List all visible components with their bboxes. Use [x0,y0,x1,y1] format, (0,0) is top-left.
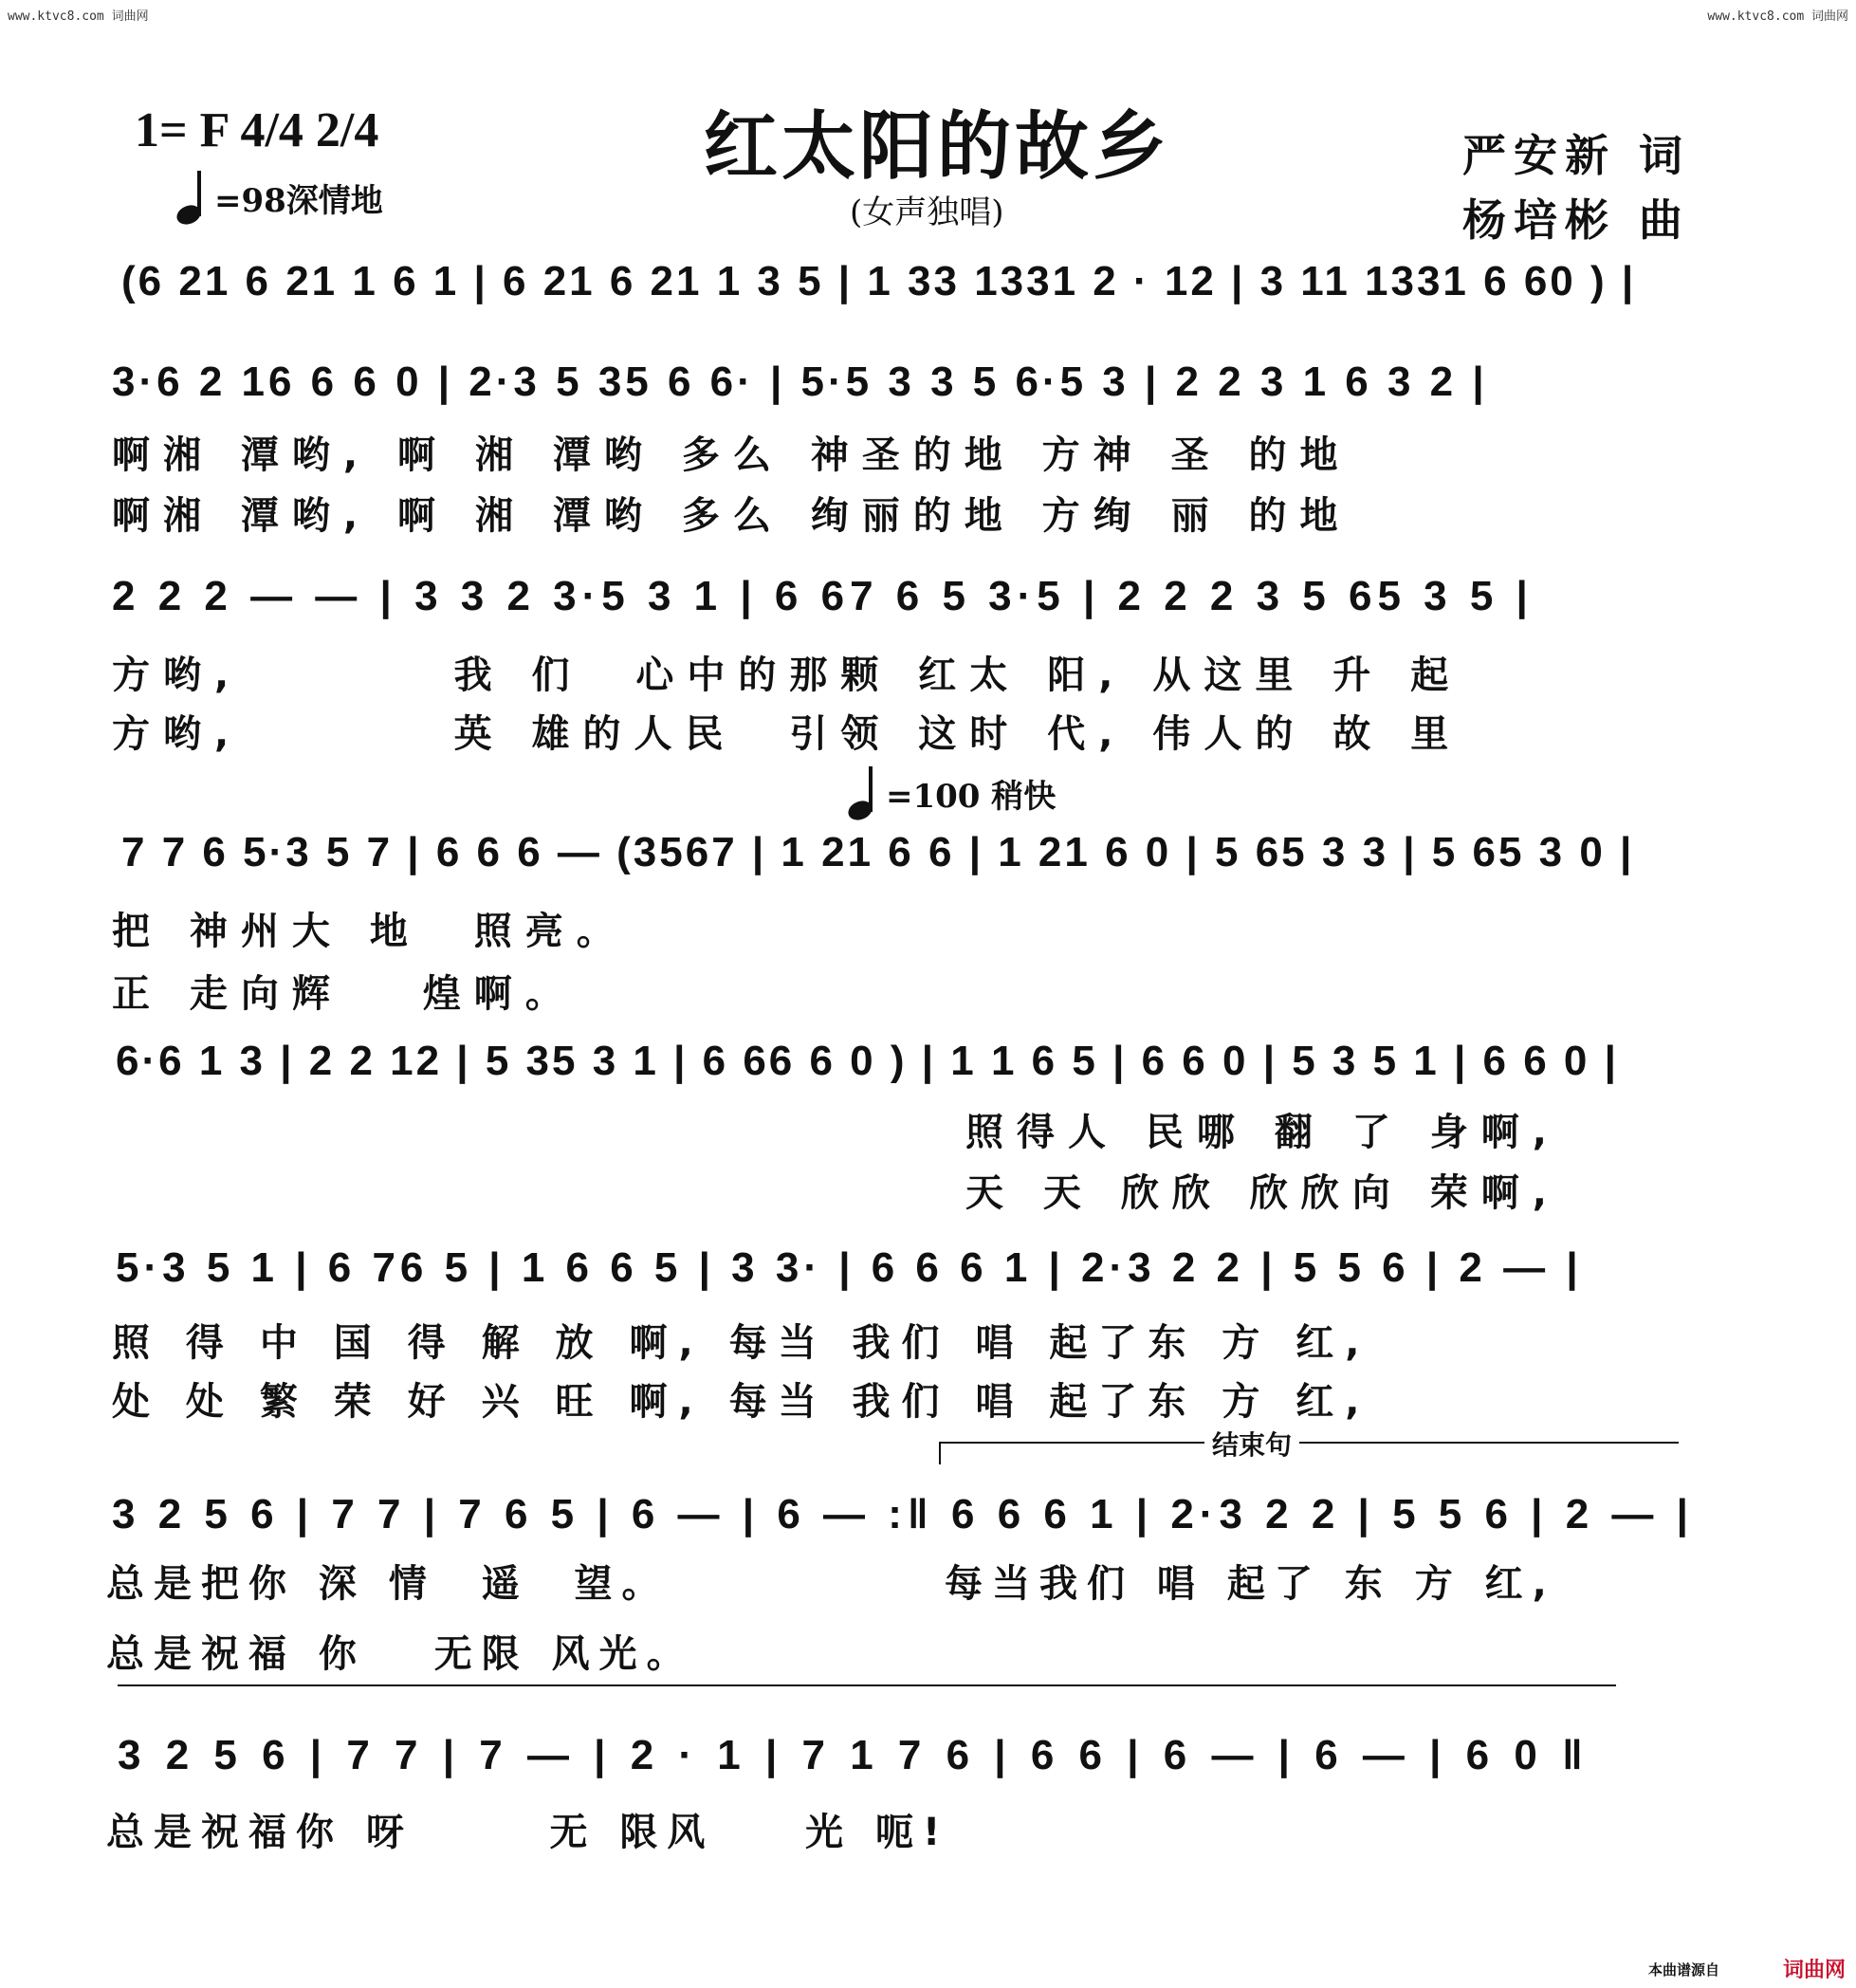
key-signature: 1= F 4/4 2/4 [135,103,379,157]
score-line-7: 3 2 5 6 | 7 7 | 7 6 5 | 6 — | 6 — :‖ 6 6 6 1 | 2·3 2 2 | 5 5 6 | 2 — | [112,1491,1694,1537]
footer-source: 本曲谱源自 [1648,1961,1720,1979]
lyricist-credit: 严安新 词 [1462,130,1691,181]
lyric-line-7-verse-2: 总是祝福 你 无限 风光。 [106,1632,694,1676]
score-line-3: 2 2 2 — — | 3 3 2 3·5 3 1 | 6 67 6 5 3·5 | 2 2 2 3 5 65 3 5 | [112,573,1534,619]
lyric-line-5-verse-2: 天 天 欣欣 欣欣向 荣啊, [965,1171,1560,1215]
site-url-right: www.ktvc8.com 词曲网 [1707,9,1848,24]
score-line-2: 3·6 2 16 6 6 0 | 2·3 5 35 6 6· | 5·5 3 3 5 6·5 3 | 2 2 3 1 6 3 2 | [112,359,1488,405]
page-title: 红太阳的故乡 [704,103,1171,190]
score-line-8: 3 2 5 6 | 7 7 | 7 — | 2 · 1 | 7 1 7 6 | 6 6 | 6 — | 6 — | 6 0 ‖ [118,1732,1590,1778]
lyric-line-6-verse-2: 处 处 繁 荣 好 兴 旺 啊, 每当 我们 唱 起了东 方 红, [112,1380,1371,1424]
lyric-line-4-verse-1: 把 神州大 地 照亮。 [112,910,628,953]
footer-brand: 词曲网 [1783,1959,1847,1982]
lyric-line-8-verse-1: 总是祝福你 呀 无 限风 光 呃! [106,1811,950,1854]
ending-bracket-left [939,1442,941,1464]
composer-credit: 杨培彬 曲 [1462,194,1691,246]
lyric-line-4-verse-2: 正 走向辉 煌啊。 [112,972,577,1016]
lyric-line-3-verse-2: 方哟, 英 雄的人民 引领 这时 代, 伟人的 故 里 [112,712,1462,756]
quarter-note-icon [176,171,209,224]
lyric-line-2-verse-1: 啊湘 潭哟, 啊 湘 潭哟 多么 神圣的地 方神 圣 的地 [112,433,1351,477]
score-line-5: 6·6 1 3 | 2 2 12 | 5 35 3 1 | 6 66 6 0 ) | 1 1 6 5 | 6 6 0 | 5 3 5 1 | 6 6 0 | [116,1038,1619,1084]
score-line-6: 5·3 5 1 | 6 76 5 | 1 6 6 5 | 3 3· | 6 6 6 1 | 2·3 2 2 | 5 5 6 | 2 — | [116,1244,1583,1291]
tempo-change [848,766,1056,819]
coda-bracket-line [118,1684,1616,1686]
site-url-left: www.ktvc8.com 词曲网 [8,9,149,24]
lyric-line-6-verse-1: 照 得 中 国 得 解 放 啊, 每当 我们 唱 起了东 方 红, [112,1321,1371,1365]
page-subtitle: (女声独唱) [850,193,1004,231]
lyric-line-7-verse-1-ending: 每当我们 唱 起了 东 方 红, [945,1562,1556,1606]
ending-label: 结束句 [1204,1425,1299,1463]
lyric-line-3-verse-1: 方哟, 我 们 心中的那颗 红太 阳, 从这里 升 起 [112,653,1462,697]
tempo-text: =98深情地 [214,181,383,220]
lyric-line-2-verse-2: 啊湘 潭哟, 啊 湘 潭哟 多么 绚丽的地 方绚 丽 的地 [112,494,1351,538]
tempo-marking [176,171,383,224]
lyric-line-5-verse-1: 照得人 民哪 翻 了 身啊, [965,1111,1560,1154]
quarter-note-icon [848,766,880,819]
score-line-4: 7 7 6 5·3 5 7 | 6 6 6 — (3567 | 1 21 6 6 | 1 21 6 0 | 5 65 3 3 | 5 65 3 0 | [121,829,1635,875]
ending-bracket-line [941,1442,1679,1444]
tempo-change-text: =100 稍快 [886,777,1057,816]
lyric-line-7-verse-1: 总是把你 深 情 遥 望。 [106,1562,670,1606]
score-line-1: (6 21 6 21 1 6 1 | 6 21 6 21 1 3 5 | 1 33 1331 2 · 12 | 3 11 1331 6 60 ) | [121,258,1637,304]
